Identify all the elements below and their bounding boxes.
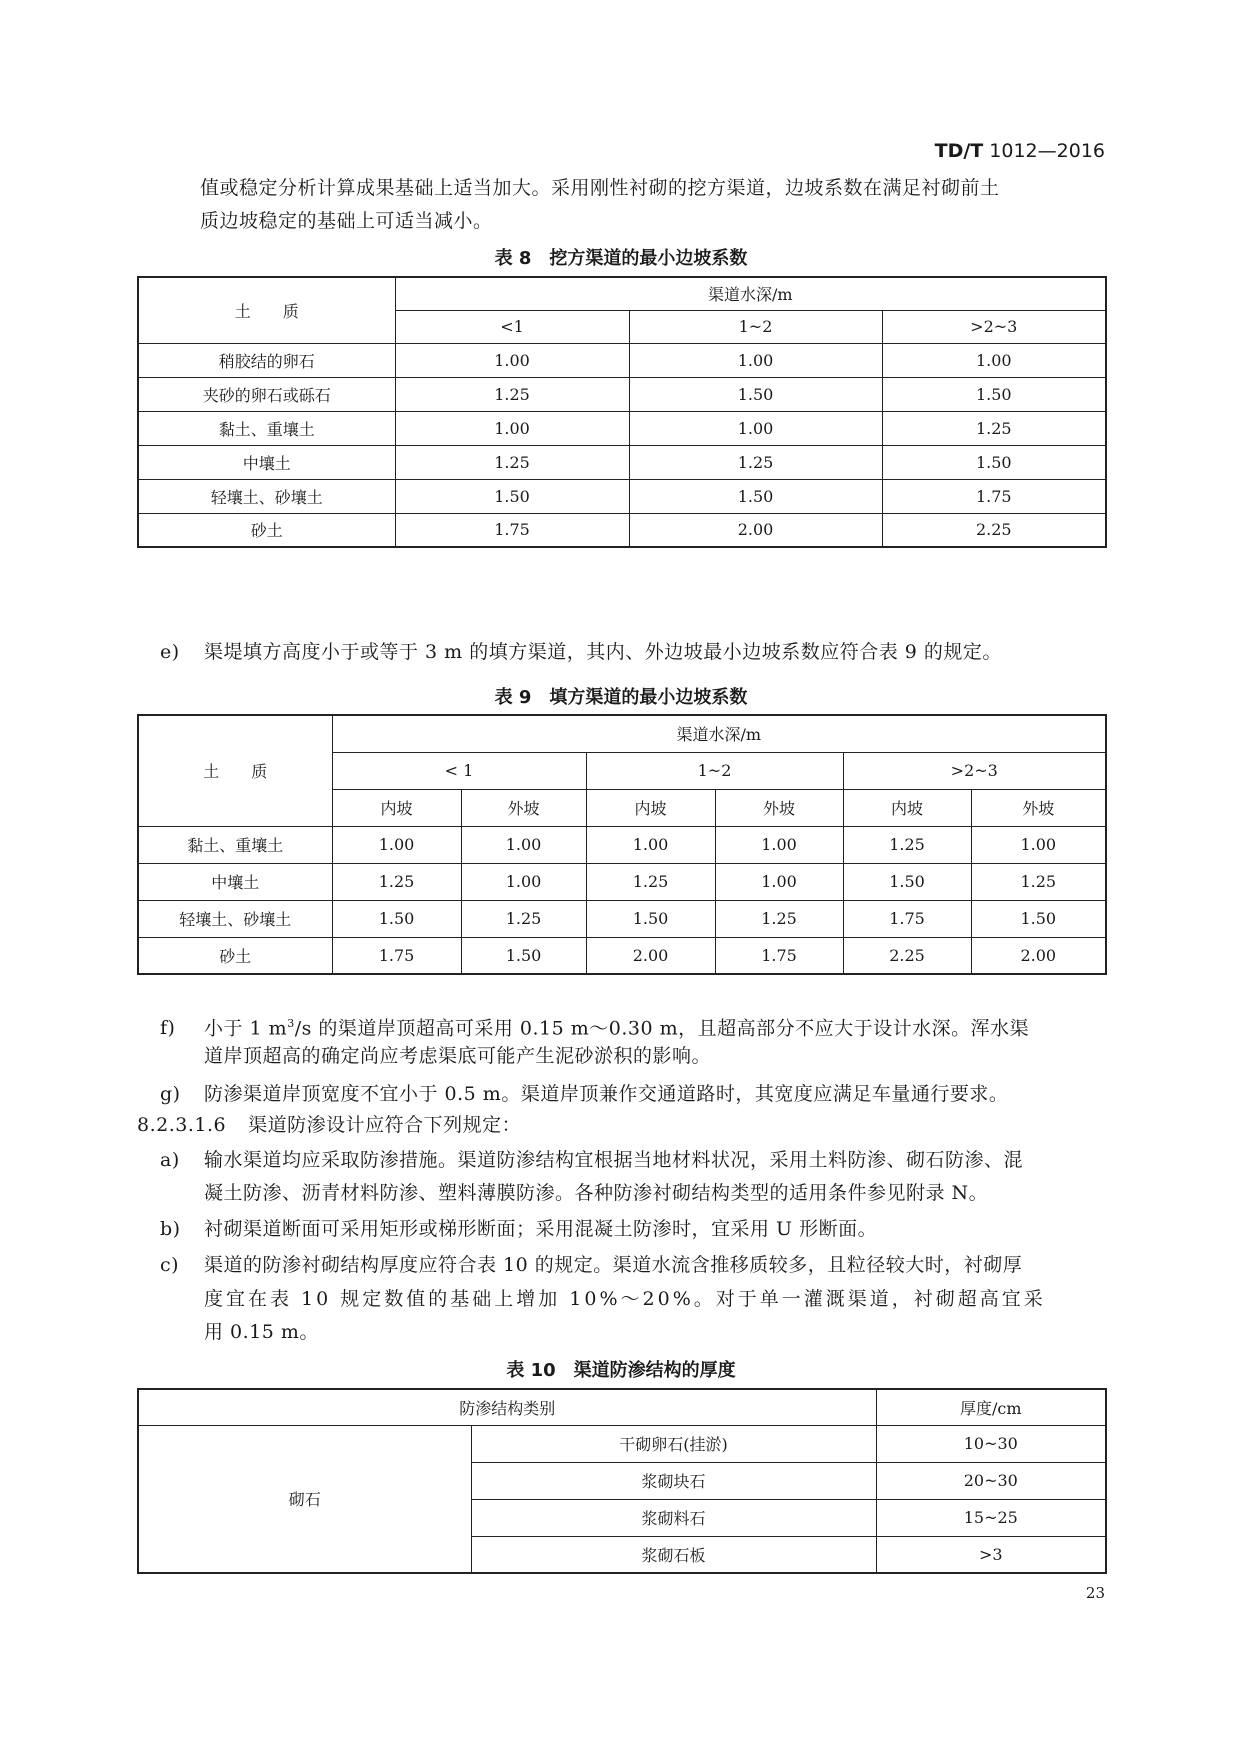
value-cell: 1.50	[882, 377, 1106, 411]
value-cell: 1.25	[843, 826, 971, 863]
table-row	[138, 411, 1106, 445]
table-row	[138, 863, 1106, 900]
item-a-text: 输水渠道均应采取防渗措施。渠道防渗结构宜根据当地材料状况，采用土料防渗、砌石防渗、混	[204, 1149, 1024, 1171]
value-cell: 2.25	[882, 513, 1106, 547]
type-cell: 浆砌石板	[471, 1536, 876, 1573]
table8-caption: 表 8 挖方渠道的最小边坡系数	[494, 248, 748, 269]
value-cell: 1.50	[629, 377, 882, 411]
soil-cell: 夹砂的卵石或砾石	[138, 377, 395, 411]
value-cell: 1.00	[629, 343, 882, 377]
item-g	[160, 1078, 1008, 1111]
item-c-line-1	[160, 1249, 1022, 1282]
soil-cell: 中壤土	[138, 445, 395, 479]
table-row	[138, 479, 1106, 513]
value-cell: 1.00	[629, 411, 882, 445]
table9-soil-header: 土 质	[138, 715, 332, 826]
soil-cell: 轻壤土、砂壤土	[138, 900, 332, 937]
table9-slope-col: 内坡	[586, 789, 715, 826]
intro-line-1: 值或稳定分析计算成果基础上适当加大。采用刚性衬砌的挖方渠道，边坡系数在满足衬砌前土	[200, 177, 1000, 199]
table10	[137, 1388, 1107, 1574]
value-cell: 1.25	[882, 411, 1106, 445]
table-row	[138, 343, 1106, 377]
value-cell: 1.00	[882, 343, 1106, 377]
value-cell: 1.00	[461, 826, 586, 863]
table-row	[138, 900, 1106, 937]
table9-slope-col: 外坡	[715, 789, 843, 826]
value-cell: 1.00	[395, 343, 629, 377]
value-cell: 1.50	[629, 479, 882, 513]
table8	[137, 276, 1107, 548]
table9-depth-col: 1~2	[586, 752, 843, 789]
value-cell: 2.25	[843, 937, 971, 974]
item-g-label: g)	[160, 1083, 181, 1105]
table10-type-header: 防渗结构类别	[138, 1389, 876, 1425]
item-a-label: a)	[160, 1149, 180, 1171]
value-cell: 1.50	[843, 863, 971, 900]
soil-cell: 黏土、重壤土	[138, 411, 395, 445]
item-f-superscript: 3	[287, 1017, 295, 1030]
value-cell: 1.75	[843, 900, 971, 937]
item-f-text-b: /s 的渠道岸顶超高可采用 0.15 m～0.30 m，且超高部分不应大于设计水深。浑水渠	[294, 1017, 1030, 1040]
table-row	[138, 377, 1106, 411]
value-cell: 1.00	[715, 826, 843, 863]
table10-group-cell: 砌石	[138, 1425, 471, 1573]
value-cell: 1.75	[395, 513, 629, 547]
soil-cell: 中壤土	[138, 863, 332, 900]
item-a-line-2: 凝土防渗、沥青材料防渗、塑料薄膜防渗。各种防渗衬砌结构类型的适用条件参见附录 N。	[204, 1182, 989, 1204]
value-cell: 1.00	[332, 826, 461, 863]
item-a-line-1	[160, 1144, 1023, 1177]
value-cell: 2.00	[629, 513, 882, 547]
value-cell: 1.25	[395, 377, 629, 411]
table-row	[138, 826, 1106, 863]
value-cell: 1.25	[586, 863, 715, 900]
table9-slope-col: 外坡	[971, 789, 1106, 826]
thickness-cell: 10~30	[876, 1425, 1106, 1462]
item-f-line-2: 道岸顶超高的确定尚应考虑渠底可能产生泥砂淤积的影响。	[204, 1045, 712, 1067]
intro-line-2: 质边坡稳定的基础上可适当减小。	[200, 210, 493, 232]
thickness-cell: 20~30	[876, 1462, 1106, 1499]
value-cell: 1.25	[971, 863, 1106, 900]
item-f-label: f)	[160, 1017, 176, 1040]
value-cell: 1.50	[882, 445, 1106, 479]
value-cell: 1.25	[461, 900, 586, 937]
value-cell: 1.50	[332, 900, 461, 937]
item-e-label: e)	[160, 641, 180, 663]
type-cell: 浆砌料石	[471, 1499, 876, 1536]
soil-cell: 黏土、重壤土	[138, 826, 332, 863]
value-cell: 1.00	[715, 863, 843, 900]
value-cell: 1.25	[332, 863, 461, 900]
item-c-line-3: 用 0.15 m。	[204, 1321, 319, 1343]
value-cell: 1.00	[586, 826, 715, 863]
table9-depth-col: >2~3	[843, 752, 1106, 789]
value-cell: 1.00	[971, 826, 1106, 863]
value-cell: 1.75	[715, 937, 843, 974]
page-number: 23	[1085, 1584, 1105, 1602]
table-row	[138, 513, 1106, 547]
section-heading	[137, 1109, 521, 1142]
table-row	[138, 1425, 1106, 1462]
table9	[137, 714, 1107, 975]
item-f-text-a: 小于 1 m	[204, 1017, 288, 1040]
section-number: 8.2.3.1.6	[137, 1114, 227, 1136]
value-cell: 1.25	[629, 445, 882, 479]
table9-slope-col: 外坡	[461, 789, 586, 826]
value-cell: 1.75	[332, 937, 461, 974]
table8-soil-header: 土 质	[138, 277, 395, 343]
value-cell: 1.50	[395, 479, 629, 513]
value-cell: 1.00	[395, 411, 629, 445]
type-cell: 浆砌块石	[471, 1462, 876, 1499]
table8-depth-col: >2~3	[882, 310, 1106, 343]
table9-caption: 表 9 填方渠道的最小边坡系数	[494, 687, 748, 708]
item-e-text: 渠堤填方高度小于或等于 3 m 的填方渠道，其内、外边坡最小边坡系数应符合表 9 的规定。	[204, 641, 1002, 663]
item-e	[160, 636, 1002, 669]
value-cell: 1.00	[461, 863, 586, 900]
item-c-line-2: 度宜在表 10 规定数值的基础上增加 10%～20%。对于单一灌溉渠道，衬砌超高宜采	[204, 1288, 1046, 1310]
soil-cell: 砂土	[138, 513, 395, 547]
item-b	[160, 1213, 877, 1246]
thickness-cell: >3	[876, 1536, 1106, 1573]
table-row	[138, 937, 1106, 974]
soil-cell: 稍胶结的卵石	[138, 343, 395, 377]
item-b-label: b)	[160, 1218, 181, 1240]
value-cell: 1.75	[882, 479, 1106, 513]
item-b-text: 衬砌渠道断面可采用矩形或梯形断面；采用混凝土防渗时，宜采用 U 形断面。	[204, 1218, 878, 1240]
value-cell: 1.25	[395, 445, 629, 479]
table8-depth-col: <1	[395, 310, 629, 343]
value-cell: 1.50	[586, 900, 715, 937]
table10-caption: 表 10 渠道防渗结构的厚度	[506, 1360, 736, 1381]
soil-cell: 砂土	[138, 937, 332, 974]
section-text: 渠道防渗设计应符合下列规定：	[248, 1114, 522, 1136]
table9-slope-col: 内坡	[332, 789, 461, 826]
table9-depth-header: 渠道水深/m	[332, 715, 1106, 752]
value-cell: 2.00	[586, 937, 715, 974]
value-cell: 1.25	[715, 900, 843, 937]
type-cell: 干砌卵石(挂淤)	[471, 1425, 876, 1462]
soil-cell: 轻壤土、砂壤土	[138, 479, 395, 513]
value-cell: 2.00	[971, 937, 1106, 974]
item-c-label: c)	[160, 1254, 180, 1276]
thickness-cell: 15~25	[876, 1499, 1106, 1536]
table9-slope-col: 内坡	[843, 789, 971, 826]
standard-code: TD/T 1012—2016	[934, 140, 1105, 162]
item-c-text: 渠道的防渗衬砌结构厚度应符合表 10 的规定。渠道水流含推移质较多，且粒径较大时，衬砌厚	[204, 1254, 1023, 1276]
item-g-text: 防渗渠道岸顶宽度不宜小于 0.5 m。渠道岸顶兼作交通道路时，其宽度应满足车量通行要求。	[204, 1083, 1009, 1105]
value-cell: 1.50	[971, 900, 1106, 937]
value-cell: 1.50	[461, 937, 586, 974]
table10-thickness-header: 厚度/cm	[876, 1389, 1106, 1425]
table-row	[138, 445, 1106, 479]
table9-depth-col: < 1	[332, 752, 586, 789]
table8-depth-header: 渠道水深/m	[395, 277, 1106, 310]
table8-depth-col: 1~2	[629, 310, 882, 343]
